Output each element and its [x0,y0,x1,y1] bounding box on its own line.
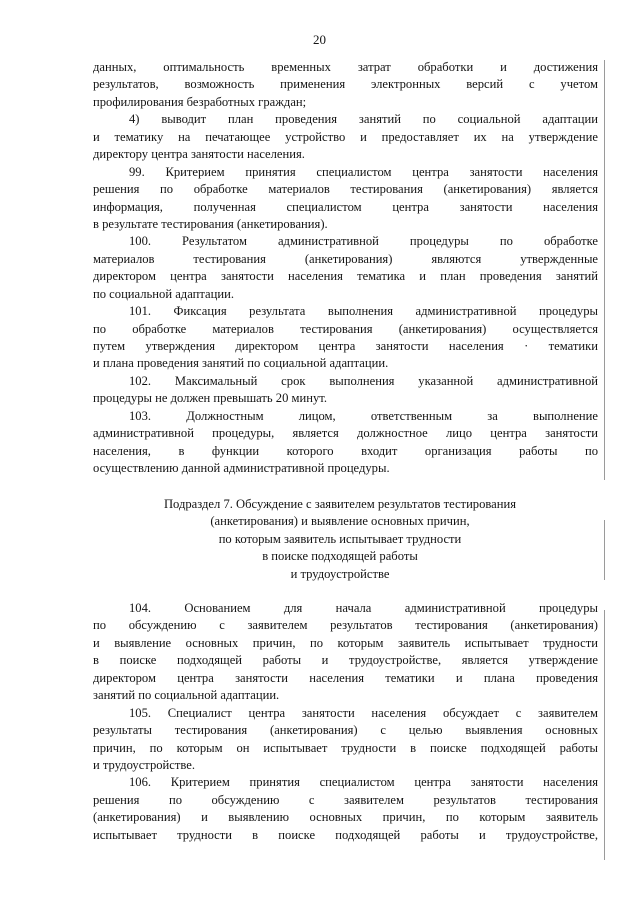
paragraph-100-line-3: директором центра занятости населения тематика и план проведения занятий [93,269,598,284]
subsection-heading [120,496,560,583]
paragraph-103-line-1: 103. Должностным лицом, ответственным за выполнение [129,408,598,423]
paragraph-106-line-4: испытывает трудности в поиске подходящей работы и трудоустройстве, [93,827,598,842]
paragraph-104-line-5: директором центра занятости населения тематики и плана проведения [93,670,598,685]
paragraph-99-line-3: информация, полученная специалистом центра занятости населения [93,199,598,214]
body-text-top [93,59,598,478]
paragraph-103-line-4: осуществлению данной административной процедуры. [93,461,390,476]
paragraph-105-line-2: результаты тестирования (анкетирования) с целью выявления основных [93,723,598,738]
paragraph-4-line-3: директору центра занятости населения. [93,147,305,162]
paragraph-106-line-1: 106. Критерием принятия специалистом центра занятости населения [129,775,598,790]
paragraph-101-line-2: по обработке материалов тестирования (анкетирования) осуществляется [93,321,598,336]
paragraph-106-line-3: (анкетирования) и выявлению основных причин, по которым заявитель [93,810,598,825]
paragraph-104-line-1: 104. Основанием для начала административной процедуры [129,601,598,615]
paragraph-104-line-3: и выявление основных причин, по которым заявитель испытывает трудности [93,635,598,650]
paragraph-104-line-6: занятий по социальной адаптации. [93,688,280,703]
subsection-heading-line-5: и трудоустройстве [290,566,390,581]
paragraph-102-line-1: 102. Максимальный срок выполнения указанной административной [129,373,598,388]
subsection-heading-line-4: в поиске подходящей работы [262,549,418,564]
paragraph-104-line-2: по обсуждению с заявителем результатов тестирования (анкетирования) [93,618,598,633]
paragraph-99-line-4: в результате тестирования (анкетирования). [93,216,328,231]
paragraph-105-line-3: причин, по которым он испытывает трудности в поиске подходящей работы [93,740,598,755]
paragraph-100-line-2: материалов тестирования (анкетирования) являются утвержденные [93,251,598,266]
subsection-heading-line-2: (анкетирования) и выявление основных причин, [210,514,470,529]
subsection-heading-line-1: Подраздел 7. Обсуждение с заявителем результатов тестирования [163,497,517,511]
paragraph-101-line-1: 101. Фиксация результата выполнения административной процедуры [129,304,598,319]
paragraph-105-line-1: 105. Специалист центра занятости населения обсуждает с заявителем [129,705,598,720]
scan-edge-mark [604,60,605,480]
paragraph-continuation-line-2: результатов, возможность применения электронных версий с учетом [93,77,598,92]
paragraph-102-line-2: процедуры не должен превышать 20 минут. [93,391,328,406]
page-number: 20 [313,32,326,47]
paragraph-4-line-1: 4) выводит план проведения занятий по социальной адаптации [129,112,598,127]
paragraph-103-line-3: населения, в функции которого входит организация работы по [93,443,598,458]
paragraph-continuation-line-3: профилирования безработных граждан; [93,94,307,109]
paragraph-continuation-line-1: данных, оптимальность временных затрат обработки и достижения [93,60,598,74]
paragraph-101-line-4: и плана проведения занятий по социальной адаптации. [93,356,389,371]
paragraph-101-line-3: путем утверждения директором центра занятости населения · тематики [93,339,598,353]
paragraph-104-line-4: в поиске подходящей работы и трудоустройстве, является утверждение [93,653,598,668]
paragraph-106-line-2: решения по обсуждению с заявителем результатов тестирования [93,792,598,807]
subsection-heading-line-3: по которым заявитель испытывает трудности [218,531,462,546]
paragraph-4-line-2: и тематику на печатающее устройство и предоставляет их на утверждение [93,129,598,144]
paragraph-100-line-1: 100. Результатом административной процедуры по обработке [129,234,598,249]
paragraph-103-line-2: административной процедуры, является должностное лицо центра занятости [93,426,598,441]
body-text-bottom [93,600,598,844]
scan-edge-mark [604,610,605,860]
paragraph-99-line-2: решения по обработке материалов тестирования (анкетирования) является [93,182,598,197]
paragraph-105-line-4: и трудоустройстве. [93,757,195,772]
paragraph-99-line-1: 99. Критерием принятия специалистом центра занятости населения [129,164,598,179]
scan-edge-mark [604,520,605,580]
paragraph-100-line-4: по социальной адаптации. [93,286,234,301]
